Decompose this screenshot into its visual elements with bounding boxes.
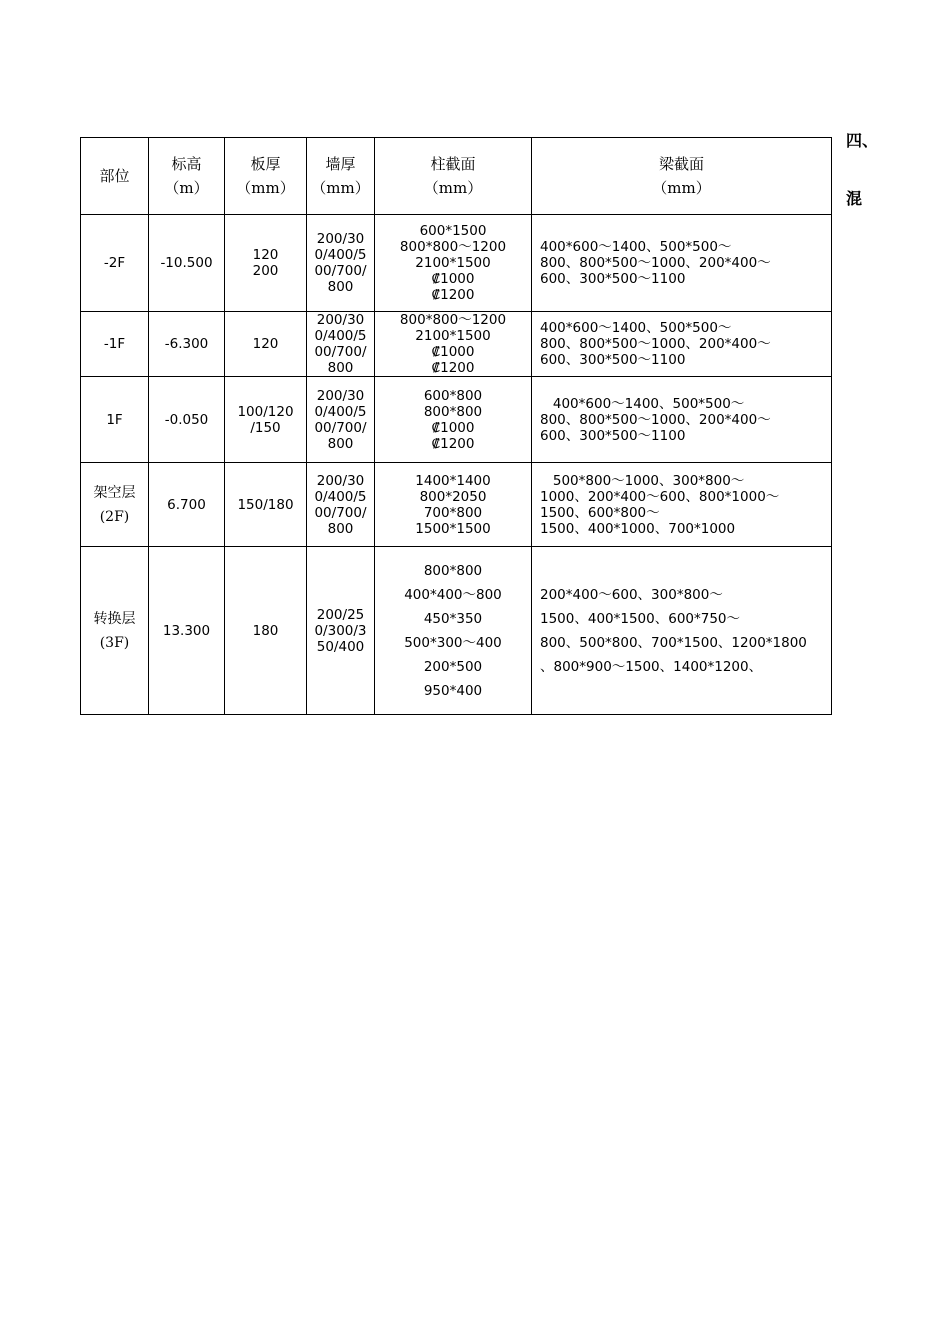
cell-beam [532,377,832,463]
cell-beam [532,547,832,715]
table-row [81,312,832,377]
header-part: 部位 [81,138,149,215]
column-line: ₡1000 [431,419,475,436]
cell-beam [532,312,832,377]
part-line: 1F [106,411,123,428]
beam-line: 800、800*500～1000、200*400～ [540,336,771,352]
cell-column [375,312,532,377]
slab-line: 180 [252,622,279,639]
table-row [81,463,832,547]
header-wall: 墙厚 （mm） [307,138,375,215]
side-heading-fragment-2: 混 [846,189,863,208]
beam-line: 800、800*500～1000、200*400～ [540,255,771,271]
column-line: 800*800 [423,403,483,420]
table-header-row [81,138,832,215]
cell-wall: 200/300/400/500/700/800 [307,215,375,312]
beam-line: 1500、400*1500、600*750～ [540,610,741,627]
slab-line: 120 [252,247,279,263]
column-line: 450*350 [423,610,483,627]
table-row [81,547,832,715]
cell-elevation: -6.300 [149,312,225,377]
cell-column [375,463,532,547]
column-line: 800*2050 [419,488,487,505]
cell-elevation: 6.700 [149,463,225,547]
cell-elevation: 13.300 [149,547,225,715]
table-row [81,377,832,463]
slab-line: 120 [252,336,279,352]
cell-slab [225,463,307,547]
beam-line: 1500、600*800～ [540,504,660,521]
part-line: (3F) [99,634,130,651]
cell-beam [532,463,832,547]
slab-line: 200 [252,263,279,279]
part-line: 架空层 [93,484,136,501]
side-heading-fragment-1: 四、 [846,131,879,150]
beam-line: 800、800*500～1000、200*400～ [540,411,771,428]
cell-slab [225,215,307,312]
column-line: ₡1200 [431,360,475,376]
column-line: ₡1200 [431,287,475,303]
beam-line: 1500、400*1000、700*1000 [540,520,736,537]
column-line: 2100*1500 [415,255,491,271]
beam-line: 400*600～1400、500*500～ [540,320,732,336]
slab-line: /150 [250,419,281,436]
cell-wall: 200/300/400/500/700/800 [307,312,375,377]
cell-beam [532,215,832,312]
column-line: 600*800 [423,387,483,404]
column-line: 400*400～800 [404,586,502,603]
column-line: 800*800～1200 [399,312,507,328]
column-line: 800*800～1200 [399,239,507,255]
cell-column [375,215,532,312]
beam-line: 800、500*800、700*1500、1200*1800 [540,634,807,651]
cell-part [81,377,149,463]
column-line: 950*400 [423,682,483,699]
column-line: ₡1200 [431,435,475,452]
beam-line: 、800*900～1500、1400*1200、 [540,658,763,675]
cell-column [375,547,532,715]
beam-line: 400*600～1400、500*500～ [540,395,745,412]
column-line: 700*800 [423,504,483,521]
part-line: (2F) [99,508,130,525]
column-line: ₡1000 [431,271,475,287]
cell-slab [225,377,307,463]
slab-line: 100/120 [237,403,294,420]
cell-wall: 200/300/400/500/700/800 [307,463,375,547]
column-line: 200*500 [423,658,483,675]
cell-column [375,377,532,463]
beam-line: 600、300*500～1100 [540,427,686,444]
beam-line: 200*400～600、300*800～ [540,586,723,603]
column-line: 2100*1500 [415,328,491,344]
beam-line: 600、300*500～1100 [540,352,686,368]
cell-part [81,463,149,547]
structure-spec-table [80,137,832,715]
column-line: 800*800 [423,562,483,579]
cell-wall: 200/300/400/500/700/800 [307,377,375,463]
cell-elevation: -0.050 [149,377,225,463]
beam-line: 1000、200*400～600、800*1000～ [540,488,780,505]
table-row [81,215,832,312]
part-line: 转换层 [93,610,136,627]
part-line: -2F [103,255,126,271]
beam-line: 400*600～1400、500*500～ [540,239,732,255]
cell-part [81,312,149,377]
column-line: 1500*1500 [415,520,491,537]
column-line: 500*300～400 [404,634,502,651]
header-slab: 板厚 （mm） [225,138,307,215]
column-line: 1400*1400 [415,472,491,489]
cell-part [81,547,149,715]
column-line: ₡1000 [431,344,475,360]
header-column: 柱截面 （mm） [375,138,532,215]
cell-slab [225,312,307,377]
beam-line: 500*800～1000、300*800～ [540,472,745,489]
beam-line: 600、300*500～1100 [540,271,686,287]
header-beam: 梁截面 （mm） [532,138,832,215]
cell-elevation: -10.500 [149,215,225,312]
slab-line: 150/180 [237,496,294,513]
cell-part [81,215,149,312]
column-line: 600*1500 [419,223,487,239]
cell-wall: 200/250/300/350/400 [307,547,375,715]
cell-slab [225,547,307,715]
part-line: -1F [103,336,126,352]
header-elevation: 标高 （m） [149,138,225,215]
